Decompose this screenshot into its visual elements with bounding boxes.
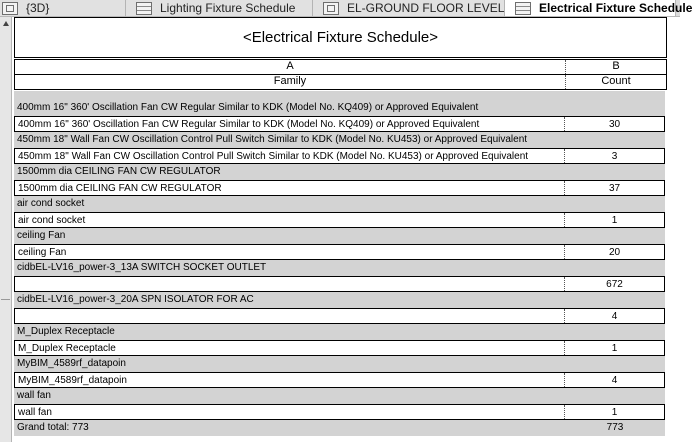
count-cell[interactable]: [565, 164, 665, 180]
count-cell[interactable]: [565, 356, 665, 372]
column-letter-header: [14, 59, 667, 74]
table-row[interactable]: [14, 276, 665, 292]
count-cell[interactable]: 37: [608, 183, 621, 194]
count-cell[interactable]: 3: [611, 151, 618, 162]
table-row[interactable]: [14, 404, 665, 420]
floor-plan-icon: [323, 2, 339, 15]
view-tab[interactable]: [313, 0, 505, 16]
group-header-row[interactable]: [14, 164, 665, 180]
count-cell[interactable]: 4: [611, 375, 618, 386]
count-cell[interactable]: 30: [608, 119, 621, 130]
grand-total-row[interactable]: [14, 420, 665, 436]
family-cell[interactable]: ceiling Fan: [15, 245, 565, 259]
column-header-count[interactable]: Count: [601, 75, 631, 87]
group-header-row[interactable]: [14, 260, 665, 276]
schedule-icon: [136, 2, 152, 15]
count-cell[interactable]: 4: [611, 311, 618, 322]
family-cell[interactable]: ceiling Fan: [17, 230, 66, 241]
family-cell[interactable]: air cond socket: [17, 198, 85, 209]
family-cell[interactable]: MyBIM_4589rf_datapoin: [15, 373, 565, 387]
view-tab[interactable]: [126, 0, 313, 16]
view-tab[interactable]: [505, 0, 692, 16]
family-cell[interactable]: M_Duplex Receptacle: [17, 326, 115, 337]
family-cell[interactable]: cidbEL-LV16_power-3_20A SPN ISOLATOR FOR AC: [17, 294, 254, 305]
column-letter-a[interactable]: A: [15, 60, 566, 74]
family-cell[interactable]: 450mm 18" Wall Fan CW Oscillation Control Pull Switch Similar to KDK (Model No. KU453) or Approved Equivalent: [15, 149, 565, 163]
count-cell[interactable]: 1: [611, 215, 618, 226]
group-header-row[interactable]: [14, 100, 665, 116]
view-tab-label: {3D}: [26, 1, 50, 15]
group-header-row[interactable]: [14, 324, 665, 340]
table-row[interactable]: [14, 340, 665, 356]
left-gutter: [0, 17, 12, 442]
family-cell[interactable]: M_Duplex Receptacle: [15, 341, 565, 355]
group-header-row[interactable]: [14, 356, 665, 372]
count-cell[interactable]: 1: [611, 343, 618, 354]
count-cell[interactable]: [565, 100, 665, 116]
family-cell[interactable]: [15, 309, 565, 323]
count-cell[interactable]: [565, 132, 665, 148]
count-cell[interactable]: [565, 260, 665, 276]
count-cell[interactable]: 1: [611, 407, 618, 418]
view-tab-label: Lighting Fixture Schedule: [160, 1, 296, 15]
family-cell[interactable]: 400mm 16" 360' Oscillation Fan CW Regular Similar to KDK (Model No. KQ409) or Approved Equivalent: [17, 102, 479, 113]
collapse-arrow-icon[interactable]: [3, 21, 9, 26]
view-tab[interactable]: [0, 0, 126, 16]
table-row[interactable]: [14, 212, 665, 228]
group-header-row[interactable]: [14, 292, 665, 308]
table-row[interactable]: [14, 372, 665, 388]
schedule-body: [14, 91, 665, 436]
view-tab-bar: [0, 0, 692, 17]
count-cell[interactable]: [565, 292, 665, 308]
count-cell[interactable]: [565, 228, 665, 244]
spacer-row: [14, 91, 665, 100]
3d-view-icon: [2, 2, 18, 15]
table-row[interactable]: [14, 244, 665, 260]
group-header-row[interactable]: [14, 228, 665, 244]
schedule-icon: [515, 2, 531, 15]
family-cell[interactable]: [15, 277, 565, 291]
grand-total-count: 773: [606, 422, 624, 433]
count-cell[interactable]: 672: [606, 279, 623, 290]
count-cell[interactable]: [565, 196, 665, 212]
view-tab-label: Electrical Fixture Schedule: [539, 1, 692, 15]
schedule-title[interactable]: <Electrical Fixture Schedule>: [14, 17, 667, 58]
family-cell[interactable]: wall fan: [17, 390, 51, 401]
group-header-row[interactable]: [14, 132, 665, 148]
family-cell[interactable]: 1500mm dia CEILING FAN CW REGULATOR: [17, 166, 221, 177]
family-cell[interactable]: 400mm 16" 360' Oscillation Fan CW Regular Similar to KDK (Model No. KQ409) or Approved Equivalent: [15, 117, 565, 131]
table-row[interactable]: [14, 148, 665, 164]
schedule-view[interactable]: [12, 17, 680, 442]
table-row[interactable]: [14, 308, 665, 324]
column-letter-b[interactable]: B: [612, 60, 620, 72]
view-tab-label: EL-GROUND FLOOR LEVEL: [347, 1, 505, 15]
column-name-header: [14, 74, 667, 90]
grand-total-label: Grand total: 773: [17, 422, 89, 433]
table-row[interactable]: [14, 116, 665, 132]
family-cell[interactable]: 1500mm dia CEILING FAN CW REGULATOR: [15, 181, 565, 195]
family-cell[interactable]: cidbEL-LV16_power-3_13A SWITCH SOCKET OUTLET: [17, 262, 267, 273]
gutter-marker: [1, 299, 10, 300]
group-header-row[interactable]: [14, 196, 665, 212]
family-cell[interactable]: MyBIM_4589rf_datapoin: [17, 358, 126, 369]
count-cell[interactable]: [565, 388, 665, 404]
count-cell[interactable]: 20: [608, 247, 621, 258]
family-cell[interactable]: air cond socket: [15, 213, 565, 227]
family-cell[interactable]: wall fan: [15, 405, 565, 419]
count-cell[interactable]: [565, 324, 665, 340]
column-header-family[interactable]: Family: [15, 75, 566, 89]
table-row[interactable]: [14, 180, 665, 196]
group-header-row[interactable]: [14, 388, 665, 404]
family-cell[interactable]: 450mm 18" Wall Fan CW Oscillation Control Pull Switch Similar to KDK (Model No. KU453) or Approved Equivalent: [17, 134, 528, 145]
